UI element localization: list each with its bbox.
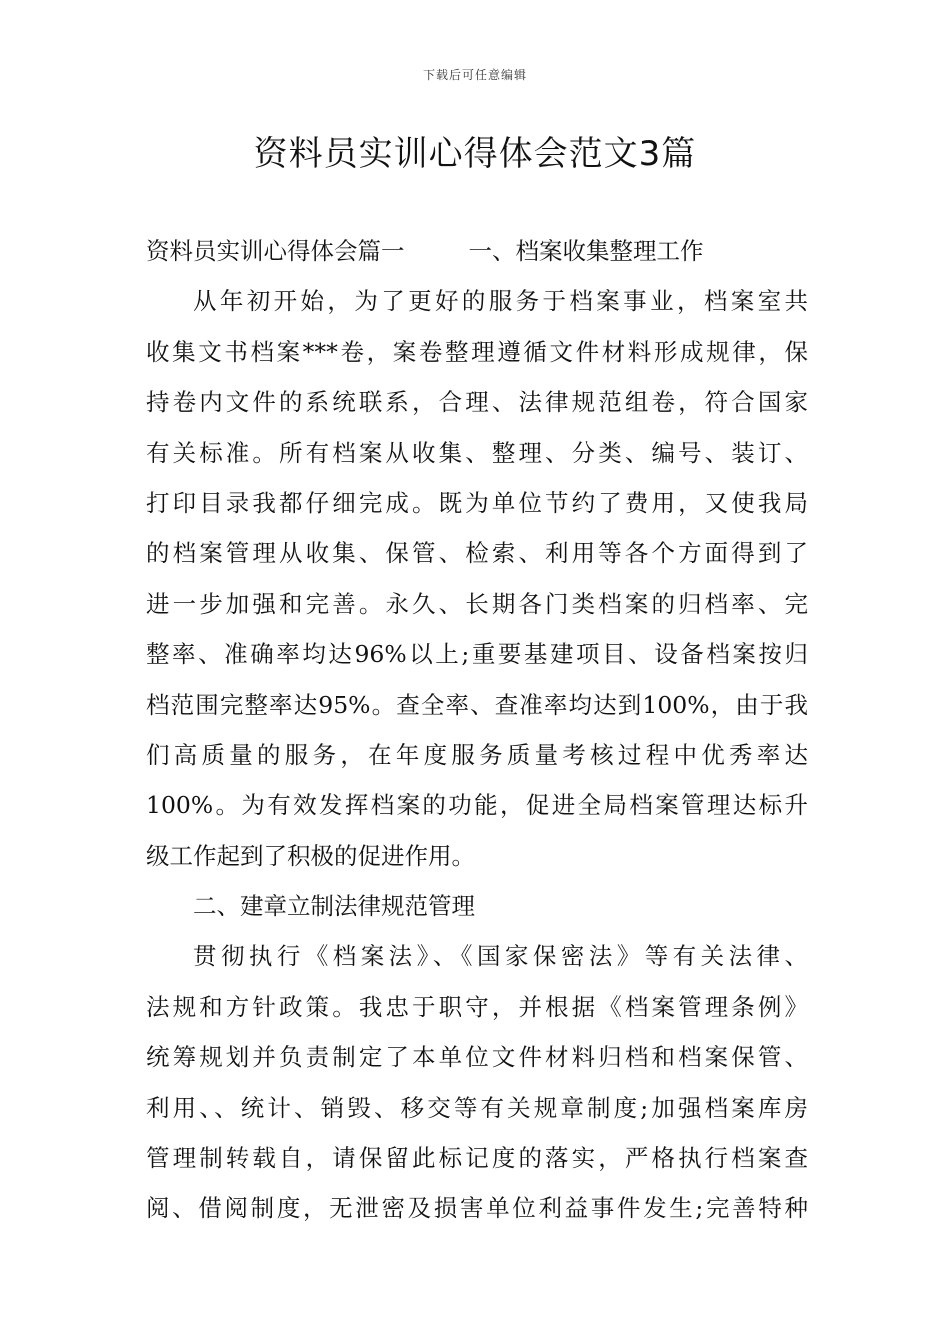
section-intro-line <box>146 226 808 276</box>
paragraph-line: 法规和方针政策。我忠于职守，并根据《档案管理条例》 <box>146 992 808 1021</box>
paragraph-line: 进一步加强和完善。永久、长期各门类档案的归档率、完 <box>146 589 808 618</box>
paragraph-line: 们高质量的服务，在年度服务质量考核过程中优秀率达 <box>146 740 808 769</box>
paragraph-line: 从年初开始，为了更好的服务于档案事业，档案室共 <box>193 287 808 316</box>
section-part-label: 资料员实训心得体会篇一 <box>146 237 405 265</box>
paragraph-line: 级工作起到了积极的促进作用。 <box>146 841 475 870</box>
paragraph-line: 利用、、统计、销毁、移交等有关规章制度;加强档案库房 <box>146 1093 808 1122</box>
paragraph-line: 档范围完整率达95%。查全率、查准率均达到100%，由于我 <box>146 690 808 719</box>
paragraph-line: 100%。为有效发挥档案的功能，促进全局档案管理达标升 <box>146 791 808 820</box>
paragraph-line: 管理制转载自，请保留此标记度的落实，严格执行档案查 <box>146 1144 808 1173</box>
paragraph-line: 阅、借阅制度，无泄密及损害单位利益事件发生;完善特种 <box>146 1194 808 1223</box>
paragraph-line: 统筹规划并负责制定了本单位文件材料归档和档案保管、 <box>146 1043 808 1072</box>
section-heading: 一、档案收集整理工作 <box>468 237 704 265</box>
paragraph-line: 整率、准确率均达96%以上;重要基建项目、设备档案按归 <box>146 640 808 669</box>
document-body <box>146 226 808 1234</box>
paragraph-line: 持卷内文件的系统联系，合理、法律规范组卷，符合国家 <box>146 388 808 417</box>
header-note: 下载后可任意编辑 <box>422 68 527 82</box>
paragraph-line: 打印目录我都仔细完成。既为单位节约了费用，又使我局 <box>146 488 808 517</box>
paragraph-line: 贯彻执行《档案法》、《国家保密法》等有关法律、 <box>193 942 808 971</box>
section-heading-2: 二、建章立制法律规范管理 <box>193 892 475 921</box>
paragraph-line: 收集文书档案***卷，案卷整理遵循文件材料形成规律，保 <box>146 337 808 366</box>
paragraph-line: 有关标准。所有档案从收集、整理、分类、编号、装订、 <box>146 438 808 467</box>
document-title: 资料员实训心得体会范文3篇 <box>253 134 697 174</box>
paragraph-line: 的档案管理从收集、保管、检索、利用等各个方面得到了 <box>146 539 808 568</box>
